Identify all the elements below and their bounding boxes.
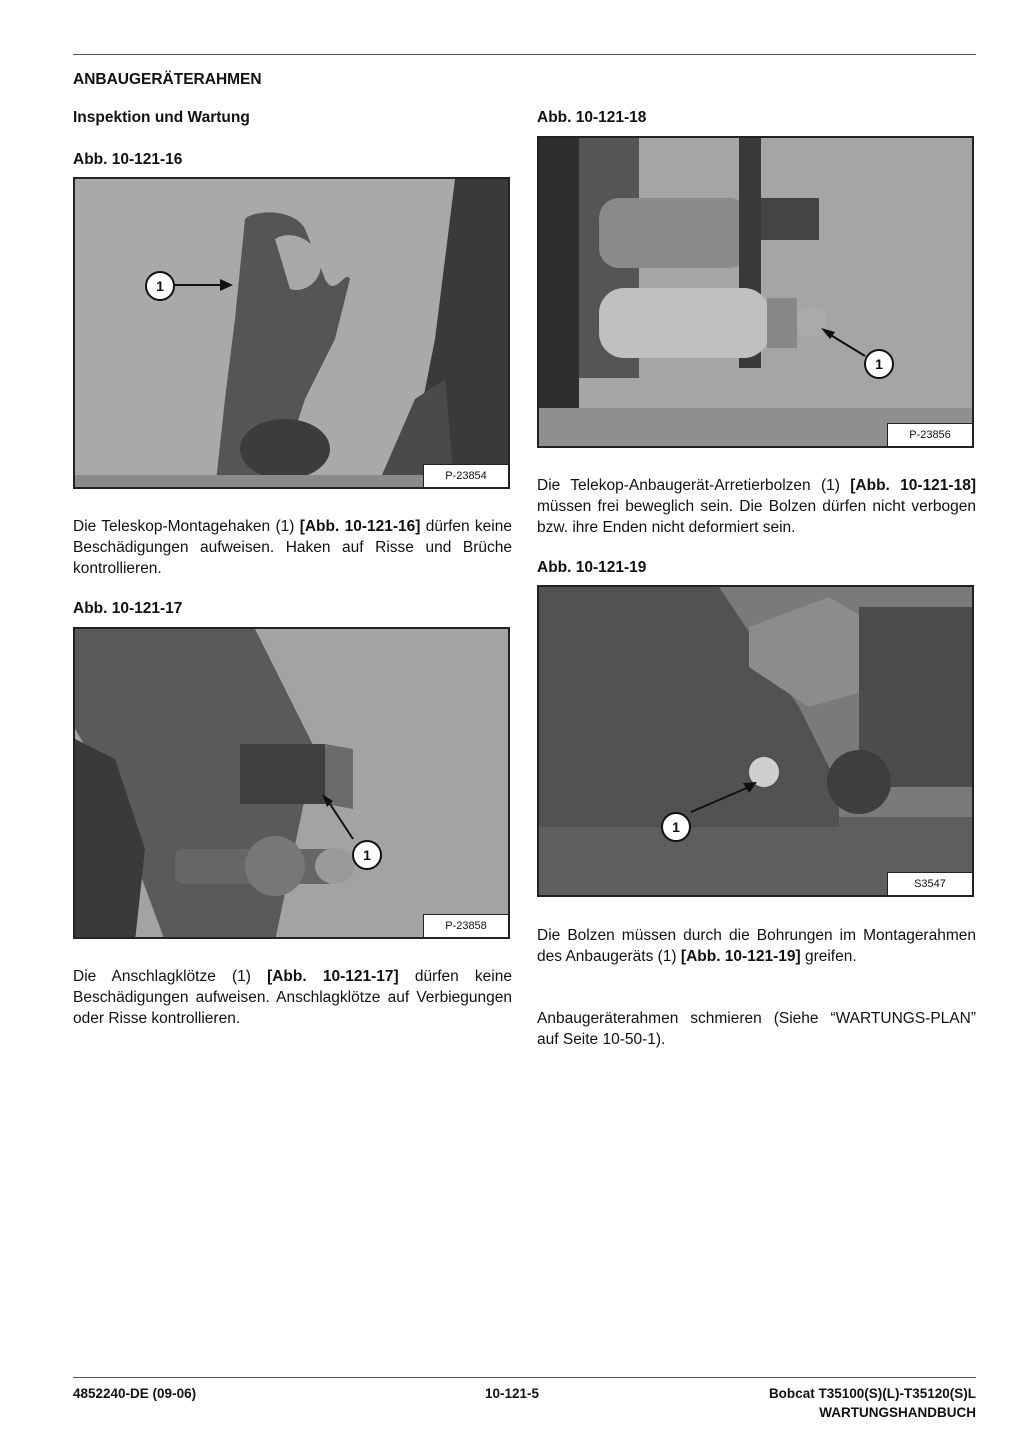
figure-ref-19: [Abb. 10-121-19] <box>680 948 801 965</box>
hook-photo <box>75 179 510 489</box>
paragraph-fig16 <box>73 516 512 579</box>
figure-ref-18: [Abb. 10-121-18] <box>850 477 976 494</box>
figure-caption-19: Abb. 10-121-19 <box>537 559 647 576</box>
paragraph-fig18-text-a: Die Telekop-Anbaugerät-Arretierbolzen (1) <box>537 477 851 494</box>
photo-number-19: S3547 <box>887 872 972 895</box>
paragraph-lubrication: Anbaugeräterahmen schmieren (Siehe “WARTUNGS-PLAN” auf Seite 10-50-1). <box>537 1010 976 1048</box>
figure-19-image <box>537 585 974 897</box>
paragraph-fig18-text-b: müssen frei beweglich sein. Die Bolzen dürfen nicht verbogen bzw. ihre Enden nicht deformiert sein. <box>537 498 976 536</box>
callout-1-fig19: 1 <box>661 812 691 842</box>
photo-number-18: P-23856 <box>887 423 972 446</box>
paragraph-fig19-text-a: Die Bolzen müssen durch die Bohrungen im Montagerahmen des Anbaugeräts (1) <box>537 927 976 965</box>
header-rule <box>73 54 976 55</box>
paragraph-fig16-text-b: dürfen keine Beschädigungen aufweisen. Haken auf Risse und Brüche kontrollieren. <box>73 518 512 577</box>
footer-rule <box>73 1377 976 1378</box>
figure-18-image <box>537 136 974 448</box>
figure-caption-17: Abb. 10-121-17 <box>73 600 183 617</box>
callout-1-fig16: 1 <box>145 271 175 301</box>
callout-1-fig17: 1 <box>352 840 382 870</box>
callout-1-fig18: 1 <box>864 349 894 379</box>
section-title: ANBAUGERÄTERAHMEN <box>73 71 262 88</box>
footer-doc-number: 4852240-DE (09-06) <box>73 1386 197 1401</box>
paragraph-fig19-text-b: greifen. <box>800 948 857 965</box>
paragraph-fig18 <box>537 475 976 538</box>
figure-17-image <box>73 627 510 939</box>
figure-caption-16: Abb. 10-121-16 <box>73 151 183 168</box>
photo-number-16: P-23854 <box>423 464 508 487</box>
figure-ref-17: [Abb. 10-121-17] <box>267 968 399 985</box>
footer-page-number: 10-121-5 <box>484 1386 540 1401</box>
paragraph-fig17 <box>73 966 512 1029</box>
attachment-frame-photo <box>539 587 974 897</box>
footer-manual-title: WARTUNGSHANDBUCH <box>819 1405 976 1420</box>
figure-16-image <box>73 177 510 489</box>
paragraph-fig16-text-a: Die Teleskop-Montagehaken (1) <box>73 518 300 535</box>
paragraph-fig17-text-b: dürfen keine Beschädigungen aufweisen. Anschlagklötze auf Verbiegungen oder Risse kontrollieren. <box>73 968 512 1027</box>
stop-block-photo <box>75 629 510 939</box>
paragraph-fig17-text-a: Die Anschlagklötze (1) <box>73 968 268 985</box>
paragraph-fig19 <box>537 925 976 967</box>
photo-number-17: P-23858 <box>423 914 508 937</box>
subsection-title: Inspektion und Wartung <box>73 109 250 126</box>
figure-ref-16: [Abb. 10-121-16] <box>299 518 421 535</box>
footer-model: Bobcat T35100(S)(L)-T35120(S)L <box>768 1386 976 1401</box>
figure-caption-18: Abb. 10-121-18 <box>537 109 647 126</box>
locking-pin-photo <box>539 138 974 448</box>
